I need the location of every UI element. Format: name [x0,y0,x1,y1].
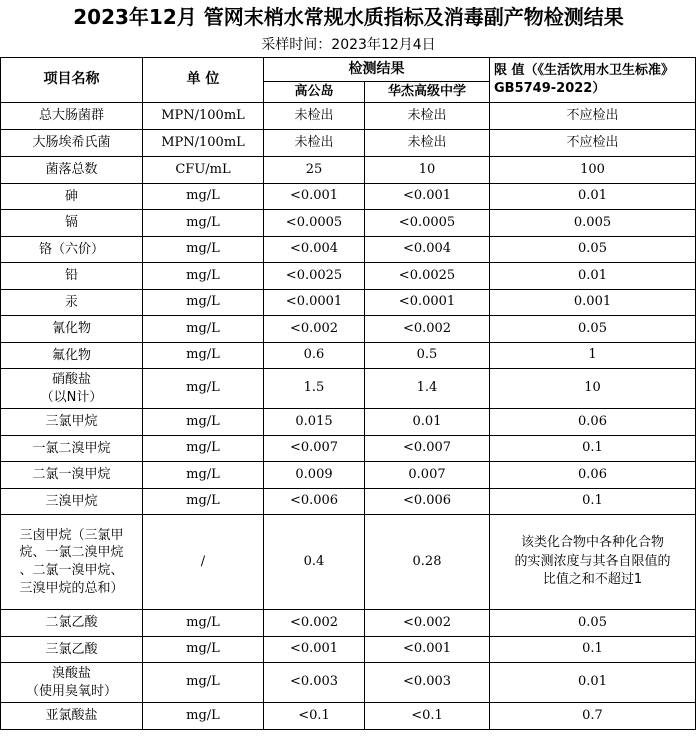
header-site-huajie: 华杰高级中学 [365,82,490,103]
cell-item-name: 镉 [1,210,143,237]
cell-value-gaogongdao: 0.4 [264,515,365,610]
cell-value-huajie: 1.4 [365,369,490,409]
cell-unit: MPN/100mL [143,103,264,130]
cell-value-gaogongdao: 0.015 [264,409,365,436]
water-quality-table [0,57,696,730]
cell-value-huajie: <0.0005 [365,210,490,237]
cell-limit: 0.05 [490,610,696,637]
cell-value-huajie: <0.007 [365,436,490,462]
cell-unit: MPN/100mL [143,130,264,157]
cell-limit: 0.1 [490,489,696,515]
cell-item-name: 总大肠菌群 [1,103,143,130]
table-row [1,489,696,515]
cell-limit: 0.01 [490,663,696,703]
header-item-name: 项目名称 [1,58,143,103]
cell-limit: 0.06 [490,409,696,436]
table-row [1,290,696,316]
cell-item-name: 铅 [1,263,143,290]
table-row [1,610,696,637]
cell-value-gaogongdao: <0.0005 [264,210,365,237]
cell-item-name: 一氯二溴甲烷 [1,436,143,462]
cell-item-name: 三卤甲烷（三氯甲 烷、一氯二溴甲烷 、二氯一溴甲烷、 三溴甲烷的总和） [1,515,143,610]
table-row [1,515,696,610]
cell-value-huajie: 0.5 [365,343,490,369]
cell-limit: 0.05 [490,316,696,343]
cell-limit: 100 [490,157,696,184]
cell-value-huajie: <0.0001 [365,290,490,316]
cell-unit: mg/L [143,703,264,730]
cell-value-huajie: 未检出 [365,130,490,157]
cell-unit: mg/L [143,409,264,436]
cell-value-gaogongdao: 0.009 [264,462,365,489]
cell-limit: 0.1 [490,637,696,663]
cell-item-name: 硝酸盐 （以N计） [1,369,143,409]
cell-unit: mg/L [143,316,264,343]
cell-unit: mg/L [143,184,264,210]
cell-item-name: 砷 [1,184,143,210]
cell-item-name: 大肠埃希氏菌 [1,130,143,157]
cell-value-huajie: <0.001 [365,637,490,663]
table-row [1,157,696,184]
cell-value-gaogongdao: <0.001 [264,184,365,210]
cell-unit: CFU/mL [143,157,264,184]
table-row [1,637,696,663]
cell-unit: / [143,515,264,610]
header-site-gaogongdao: 高公岛 [264,82,365,103]
header-unit: 单 位 [143,58,264,103]
cell-item-name: 汞 [1,290,143,316]
cell-value-gaogongdao: <0.002 [264,316,365,343]
table-row [1,703,696,730]
cell-limit: 0.05 [490,237,696,263]
cell-value-gaogongdao: <0.003 [264,663,365,703]
cell-unit: mg/L [143,210,264,237]
cell-item-name: 亚氯酸盐 [1,703,143,730]
cell-value-huajie: 0.01 [365,409,490,436]
cell-unit: mg/L [143,290,264,316]
cell-item-name: 铬（六价） [1,237,143,263]
table-row [1,184,696,210]
report-title: 2023年12月 管网末梢水常规水质指标及消毒副产物检测结果 [73,5,624,29]
cell-item-name: 三氯甲烷 [1,409,143,436]
cell-value-gaogongdao: 0.6 [264,343,365,369]
cell-limit: 不应检出 [490,130,696,157]
cell-unit: mg/L [143,436,264,462]
table-row [1,210,696,237]
cell-unit: mg/L [143,263,264,290]
table-row [1,663,696,703]
cell-value-huajie: 0.007 [365,462,490,489]
cell-limit: 10 [490,369,696,409]
cell-limit: 0.01 [490,263,696,290]
header-results: 检测结果 [264,58,490,82]
cell-value-huajie: 10 [365,157,490,184]
table-row [1,369,696,409]
cell-value-huajie: <0.004 [365,237,490,263]
table-row [1,316,696,343]
cell-value-huajie: <0.003 [365,663,490,703]
cell-value-huajie: 未检出 [365,103,490,130]
cell-unit: mg/L [143,237,264,263]
cell-value-gaogongdao: 25 [264,157,365,184]
cell-limit: 0.01 [490,184,696,210]
cell-item-name: 氰化物 [1,316,143,343]
table-row [1,436,696,462]
cell-item-name: 菌落总数 [1,157,143,184]
cell-value-gaogongdao: <0.007 [264,436,365,462]
cell-value-gaogongdao: 1.5 [264,369,365,409]
cell-value-gaogongdao: <0.006 [264,489,365,515]
cell-unit: mg/L [143,489,264,515]
cell-unit: mg/L [143,369,264,409]
cell-item-name: 二氯一溴甲烷 [1,462,143,489]
table-row [1,263,696,290]
cell-item-name: 溴酸盐 （使用臭氧时） [1,663,143,703]
cell-value-huajie: <0.002 [365,316,490,343]
cell-value-gaogongdao: 未检出 [264,103,365,130]
cell-value-gaogongdao: <0.001 [264,637,365,663]
cell-unit: mg/L [143,637,264,663]
cell-unit: mg/L [143,610,264,637]
header-limit: 限 值（《生活饮用水卫生标准》GB5749-2022） [490,58,696,103]
cell-unit: mg/L [143,462,264,489]
cell-value-gaogongdao: 未检出 [264,130,365,157]
cell-unit: mg/L [143,663,264,703]
cell-item-name: 氟化物 [1,343,143,369]
cell-item-name: 三氯乙酸 [1,637,143,663]
cell-value-huajie: <0.006 [365,489,490,515]
cell-limit: 0.001 [490,290,696,316]
cell-value-gaogongdao: <0.002 [264,610,365,637]
cell-unit: mg/L [143,343,264,369]
cell-value-gaogongdao: <0.1 [264,703,365,730]
table-row [1,237,696,263]
cell-value-huajie: <0.1 [365,703,490,730]
cell-item-name: 二氯乙酸 [1,610,143,637]
sampling-time: 采样时间：2023年12月4日 [261,37,436,53]
cell-value-gaogongdao: <0.0025 [264,263,365,290]
cell-value-huajie: <0.0025 [365,263,490,290]
cell-limit: 1 [490,343,696,369]
cell-value-huajie: <0.001 [365,184,490,210]
cell-limit: 0.1 [490,436,696,462]
table-row [1,462,696,489]
cell-value-huajie: <0.002 [365,610,490,637]
table-row [1,409,696,436]
cell-limit: 0.005 [490,210,696,237]
cell-item-name: 三溴甲烷 [1,489,143,515]
cell-limit: 该类化合物中各种化合物 的实测浓度与其各自限值的 比值之和不超过1 [490,515,696,610]
cell-limit: 0.06 [490,462,696,489]
cell-value-gaogongdao: <0.004 [264,237,365,263]
cell-value-gaogongdao: <0.0001 [264,290,365,316]
table-row [1,103,696,130]
table-row [1,343,696,369]
cell-limit: 不应检出 [490,103,696,130]
cell-limit: 0.7 [490,703,696,730]
table-row [1,130,696,157]
cell-value-huajie: 0.28 [365,515,490,610]
